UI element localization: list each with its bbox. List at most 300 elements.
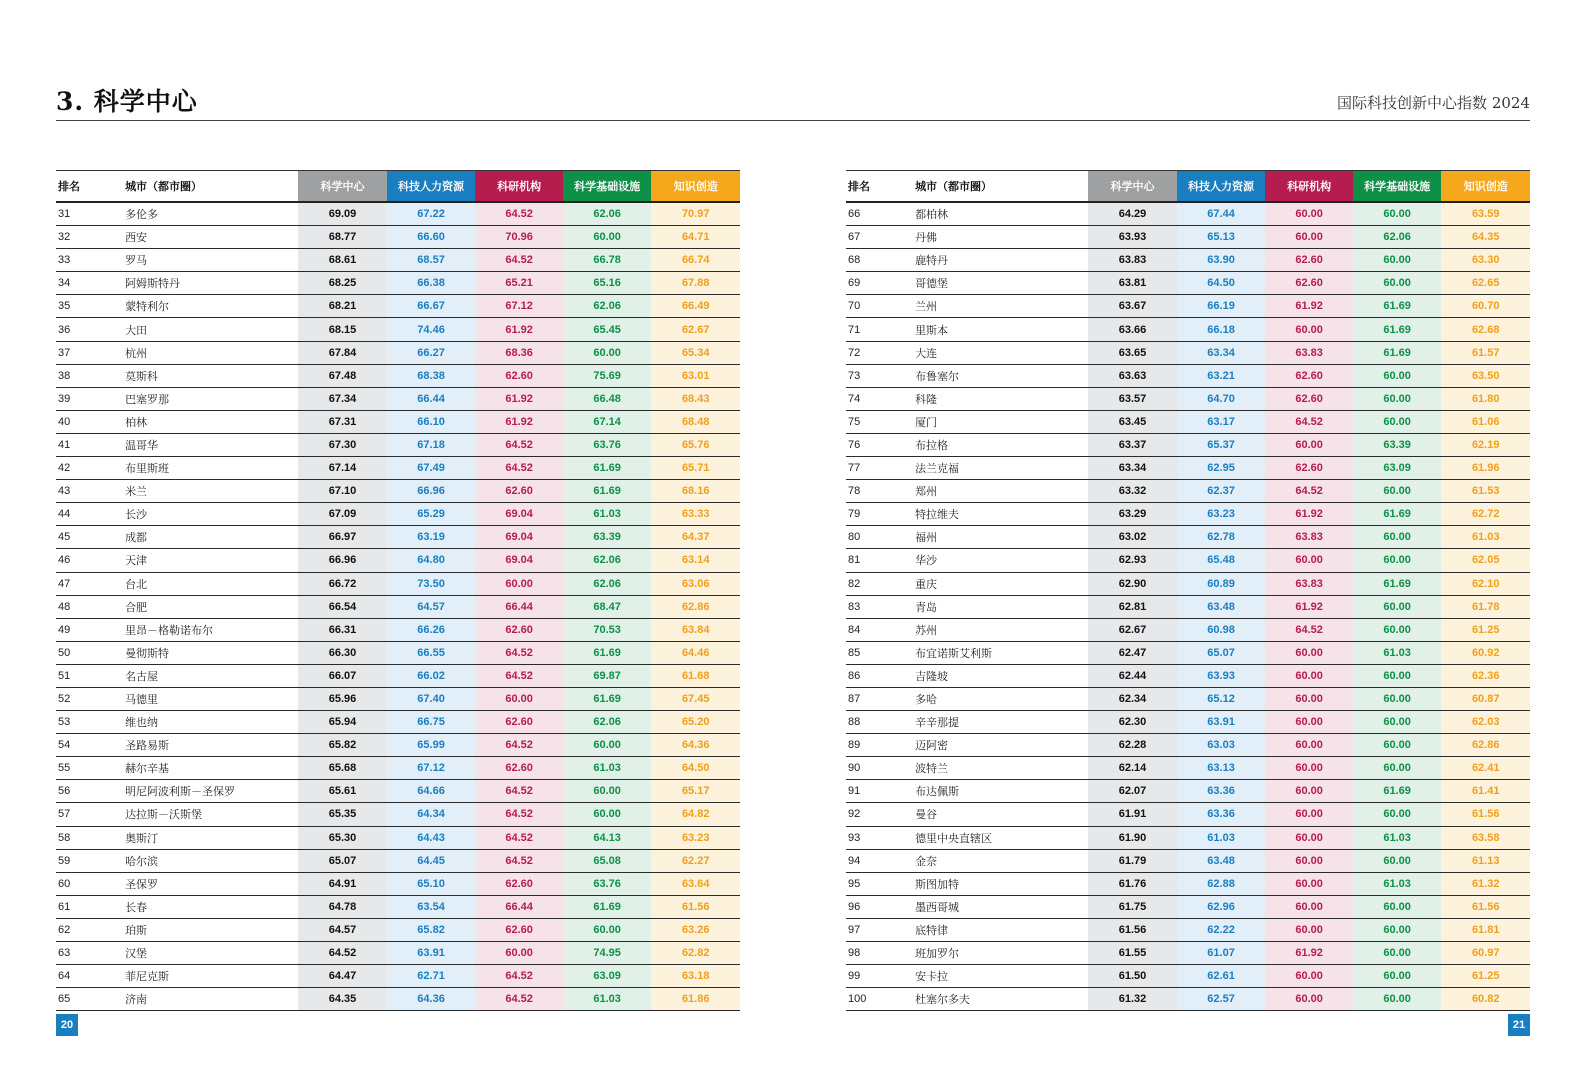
science-center-score: 66.72 <box>298 572 387 595</box>
institutions-score: 62.60 <box>475 918 563 941</box>
rank-cell: 35 <box>56 295 117 318</box>
rank-cell: 94 <box>846 849 907 872</box>
talent-score: 66.75 <box>387 711 476 734</box>
rank-cell: 47 <box>56 572 117 595</box>
institutions-score: 60.00 <box>1265 433 1353 456</box>
infrastructure-score: 65.16 <box>563 272 652 295</box>
rank-cell: 97 <box>846 918 907 941</box>
talent-score: 63.17 <box>1177 410 1266 433</box>
table-row <box>56 318 740 341</box>
infrastructure-score: 60.00 <box>1353 942 1442 965</box>
talent-score: 65.12 <box>1177 687 1266 710</box>
institutions-score: 64.52 <box>475 457 563 480</box>
table-row <box>56 664 740 687</box>
city-cell: 杜塞尔多夫 <box>907 988 1088 1011</box>
institutions-score: 62.60 <box>1265 249 1353 272</box>
table-row <box>846 457 1530 480</box>
science-center-score: 64.91 <box>298 872 387 895</box>
header-science-center: 科学中心 <box>298 171 387 203</box>
infrastructure-score: 61.69 <box>1353 341 1442 364</box>
science-center-score: 62.44 <box>1088 664 1177 687</box>
rank-cell: 78 <box>846 480 907 503</box>
city-cell: 哈尔滨 <box>117 849 298 872</box>
science-center-score: 63.66 <box>1088 318 1177 341</box>
institutions-score: 64.52 <box>1265 618 1353 641</box>
table-row <box>56 803 740 826</box>
science-center-score: 64.57 <box>298 918 387 941</box>
infrastructure-score: 60.00 <box>1353 387 1442 410</box>
science-center-score: 68.21 <box>298 295 387 318</box>
science-center-score: 65.07 <box>298 849 387 872</box>
science-center-score: 63.32 <box>1088 480 1177 503</box>
talent-score: 73.50 <box>387 572 476 595</box>
rank-cell: 74 <box>846 387 907 410</box>
science-center-score: 65.96 <box>298 687 387 710</box>
city-cell: 哥德堡 <box>907 272 1088 295</box>
rank-cell: 72 <box>846 341 907 364</box>
science-center-score: 68.15 <box>298 318 387 341</box>
institutions-score: 60.00 <box>1265 803 1353 826</box>
city-cell: 柏林 <box>117 410 298 433</box>
talent-score: 64.66 <box>387 780 476 803</box>
table-row <box>56 918 740 941</box>
table-row <box>846 387 1530 410</box>
infrastructure-score: 61.03 <box>563 988 652 1011</box>
talent-score: 66.26 <box>387 618 476 641</box>
institutions-score: 60.00 <box>1265 780 1353 803</box>
table-row <box>846 687 1530 710</box>
city-cell: 蒙特利尔 <box>117 295 298 318</box>
talent-score: 66.18 <box>1177 318 1266 341</box>
table-row <box>56 526 740 549</box>
talent-score: 64.57 <box>387 595 476 618</box>
rank-cell: 67 <box>846 226 907 249</box>
city-cell: 特拉维夫 <box>907 503 1088 526</box>
table-row <box>846 249 1530 272</box>
science-center-score: 63.34 <box>1088 457 1177 480</box>
city-cell: 米兰 <box>117 480 298 503</box>
table-row <box>56 780 740 803</box>
talent-score: 65.37 <box>1177 433 1266 456</box>
infrastructure-score: 61.69 <box>563 457 652 480</box>
city-cell: 布鲁塞尔 <box>907 364 1088 387</box>
knowledge-score: 62.03 <box>1441 711 1530 734</box>
infrastructure-score: 60.00 <box>1353 988 1442 1011</box>
science-center-score: 64.52 <box>298 942 387 965</box>
talent-score: 66.96 <box>387 480 476 503</box>
rank-cell: 66 <box>846 202 907 226</box>
knowledge-score: 61.32 <box>1441 872 1530 895</box>
knowledge-score: 61.41 <box>1441 780 1530 803</box>
knowledge-score: 62.19 <box>1441 433 1530 456</box>
institutions-score: 60.00 <box>475 942 563 965</box>
institutions-score: 61.92 <box>475 318 563 341</box>
table-row <box>56 433 740 456</box>
institutions-score: 60.00 <box>1265 549 1353 572</box>
talent-score: 62.95 <box>1177 457 1266 480</box>
city-cell: 丹佛 <box>907 226 1088 249</box>
city-cell: 里斯本 <box>907 318 1088 341</box>
knowledge-score: 67.45 <box>651 687 740 710</box>
institutions-score: 69.04 <box>475 526 563 549</box>
infrastructure-score: 60.00 <box>563 780 652 803</box>
science-center-score: 62.14 <box>1088 757 1177 780</box>
infrastructure-score: 67.14 <box>563 410 652 433</box>
table-row <box>846 503 1530 526</box>
table-row <box>846 826 1530 849</box>
city-cell: 辛辛那提 <box>907 711 1088 734</box>
rank-cell: 55 <box>56 757 117 780</box>
science-center-score: 63.02 <box>1088 526 1177 549</box>
talent-score: 65.82 <box>387 918 476 941</box>
knowledge-score: 63.18 <box>651 965 740 988</box>
infrastructure-score: 69.87 <box>563 664 652 687</box>
institutions-score: 64.52 <box>475 734 563 757</box>
table-row <box>56 295 740 318</box>
rank-cell: 80 <box>846 526 907 549</box>
institutions-score: 64.52 <box>475 249 563 272</box>
city-cell: 迈阿密 <box>907 734 1088 757</box>
science-center-score: 61.76 <box>1088 872 1177 895</box>
rank-cell: 95 <box>846 872 907 895</box>
table-row <box>56 341 740 364</box>
city-cell: 波特兰 <box>907 757 1088 780</box>
city-cell: 多哈 <box>907 687 1088 710</box>
institutions-score: 62.60 <box>1265 457 1353 480</box>
rank-cell: 37 <box>56 341 117 364</box>
rank-cell: 51 <box>56 664 117 687</box>
table-row <box>56 965 740 988</box>
institutions-score: 60.00 <box>1265 872 1353 895</box>
infrastructure-score: 60.00 <box>1353 526 1442 549</box>
talent-score: 63.93 <box>1177 664 1266 687</box>
table-row <box>56 849 740 872</box>
city-cell: 墨西哥城 <box>907 895 1088 918</box>
institutions-score: 60.00 <box>1265 226 1353 249</box>
rank-cell: 70 <box>846 295 907 318</box>
report-title: 国际科技创新中心指数 2024 <box>1337 94 1530 112</box>
knowledge-score: 61.06 <box>1441 410 1530 433</box>
infrastructure-score: 61.69 <box>563 641 652 664</box>
institutions-score: 61.92 <box>1265 295 1353 318</box>
city-cell: 青岛 <box>907 595 1088 618</box>
rank-cell: 57 <box>56 803 117 826</box>
talent-score: 67.18 <box>387 433 476 456</box>
knowledge-score: 64.36 <box>651 734 740 757</box>
science-center-score: 64.78 <box>298 895 387 918</box>
talent-score: 64.70 <box>1177 387 1266 410</box>
rank-cell: 64 <box>56 965 117 988</box>
science-center-score: 62.30 <box>1088 711 1177 734</box>
city-cell: 达拉斯－沃斯堡 <box>117 803 298 826</box>
talent-score: 65.07 <box>1177 641 1266 664</box>
infrastructure-score: 65.45 <box>563 318 652 341</box>
infrastructure-score: 60.00 <box>1353 895 1442 918</box>
table-row <box>846 226 1530 249</box>
science-center-score: 63.67 <box>1088 295 1177 318</box>
table-body-right <box>846 202 1530 1011</box>
infrastructure-score: 60.00 <box>1353 364 1442 387</box>
city-cell: 汉堡 <box>117 942 298 965</box>
page-number-right: 21 <box>1508 1014 1530 1036</box>
knowledge-score: 62.41 <box>1441 757 1530 780</box>
table-row <box>846 734 1530 757</box>
institutions-score: 60.00 <box>1265 988 1353 1011</box>
rank-cell: 40 <box>56 410 117 433</box>
knowledge-score: 61.81 <box>1441 918 1530 941</box>
table-row <box>56 249 740 272</box>
table-row <box>56 734 740 757</box>
table-row <box>846 965 1530 988</box>
rank-cell: 36 <box>56 318 117 341</box>
rank-cell: 34 <box>56 272 117 295</box>
institutions-score: 60.00 <box>1265 711 1353 734</box>
rank-cell: 45 <box>56 526 117 549</box>
table-row <box>846 549 1530 572</box>
table-row <box>56 457 740 480</box>
institutions-score: 61.92 <box>1265 942 1353 965</box>
infrastructure-score: 66.78 <box>563 249 652 272</box>
header-institutions: 科研机构 <box>475 171 563 203</box>
city-cell: 苏州 <box>907 618 1088 641</box>
talent-score: 67.49 <box>387 457 476 480</box>
science-center-score: 63.63 <box>1088 364 1177 387</box>
city-cell: 斯图加特 <box>907 872 1088 895</box>
knowledge-score: 64.50 <box>651 757 740 780</box>
science-center-score: 62.47 <box>1088 641 1177 664</box>
rank-cell: 48 <box>56 595 117 618</box>
table-row <box>846 341 1530 364</box>
infrastructure-score: 61.69 <box>563 687 652 710</box>
talent-score: 67.22 <box>387 202 476 226</box>
header-rank: 排名 <box>56 171 117 203</box>
rank-cell: 68 <box>846 249 907 272</box>
institutions-score: 64.52 <box>1265 480 1353 503</box>
rank-cell: 44 <box>56 503 117 526</box>
talent-score: 62.61 <box>1177 965 1266 988</box>
city-cell: 重庆 <box>907 572 1088 595</box>
page-number-left: 20 <box>56 1014 78 1036</box>
infrastructure-score: 60.00 <box>1353 849 1442 872</box>
knowledge-score: 62.68 <box>1441 318 1530 341</box>
infrastructure-score: 60.00 <box>1353 595 1442 618</box>
institutions-score: 64.52 <box>475 641 563 664</box>
city-cell: 莫斯科 <box>117 364 298 387</box>
table-row <box>846 780 1530 803</box>
infrastructure-score: 63.39 <box>1353 433 1442 456</box>
table-row <box>56 480 740 503</box>
talent-score: 61.07 <box>1177 942 1266 965</box>
infrastructure-score: 66.48 <box>563 387 652 410</box>
infrastructure-score: 60.00 <box>563 226 652 249</box>
city-cell: 大田 <box>117 318 298 341</box>
talent-score: 62.57 <box>1177 988 1266 1011</box>
infrastructure-score: 62.06 <box>1353 226 1442 249</box>
knowledge-score: 63.58 <box>1441 826 1530 849</box>
city-cell: 温哥华 <box>117 433 298 456</box>
infrastructure-score: 62.06 <box>563 295 652 318</box>
science-center-score: 62.07 <box>1088 780 1177 803</box>
institutions-score: 68.36 <box>475 341 563 364</box>
infrastructure-score: 60.00 <box>563 918 652 941</box>
talent-score: 66.55 <box>387 641 476 664</box>
infrastructure-score: 65.08 <box>563 849 652 872</box>
city-cell: 福州 <box>907 526 1088 549</box>
table-row <box>56 226 740 249</box>
knowledge-score: 60.92 <box>1441 641 1530 664</box>
table-body-left <box>56 202 740 1011</box>
infrastructure-score: 60.00 <box>1353 480 1442 503</box>
science-center-score: 67.09 <box>298 503 387 526</box>
table-row <box>846 872 1530 895</box>
rank-cell: 75 <box>846 410 907 433</box>
knowledge-score: 68.43 <box>651 387 740 410</box>
infrastructure-score: 62.06 <box>563 572 652 595</box>
institutions-score: 66.44 <box>475 595 563 618</box>
table-row <box>846 433 1530 456</box>
table-header-row <box>56 171 740 203</box>
institutions-score: 69.04 <box>475 549 563 572</box>
talent-score: 65.13 <box>1177 226 1266 249</box>
infrastructure-score: 60.00 <box>1353 549 1442 572</box>
city-cell: 兰州 <box>907 295 1088 318</box>
institutions-score: 60.00 <box>1265 918 1353 941</box>
city-cell: 合肥 <box>117 595 298 618</box>
institutions-score: 64.52 <box>475 988 563 1011</box>
rank-cell: 41 <box>56 433 117 456</box>
knowledge-score: 66.74 <box>651 249 740 272</box>
rank-cell: 93 <box>846 826 907 849</box>
infrastructure-score: 62.06 <box>563 711 652 734</box>
table-row <box>56 711 740 734</box>
infrastructure-score: 62.06 <box>563 202 652 226</box>
table-row <box>846 942 1530 965</box>
talent-score: 67.12 <box>387 757 476 780</box>
talent-score: 66.44 <box>387 387 476 410</box>
institutions-score: 64.52 <box>1265 410 1353 433</box>
institutions-score: 61.92 <box>1265 503 1353 526</box>
science-center-score: 61.32 <box>1088 988 1177 1011</box>
knowledge-score: 61.25 <box>1441 618 1530 641</box>
talent-score: 62.96 <box>1177 895 1266 918</box>
talent-score: 63.91 <box>387 942 476 965</box>
rank-cell: 31 <box>56 202 117 226</box>
infrastructure-score: 61.03 <box>1353 872 1442 895</box>
table-row <box>846 757 1530 780</box>
talent-score: 63.23 <box>1177 503 1266 526</box>
talent-score: 68.38 <box>387 364 476 387</box>
science-center-score: 61.90 <box>1088 826 1177 849</box>
talent-score: 63.19 <box>387 526 476 549</box>
knowledge-score: 63.23 <box>651 826 740 849</box>
header-knowledge: 知识创造 <box>651 171 740 203</box>
table-row <box>56 503 740 526</box>
table-row <box>846 410 1530 433</box>
infrastructure-score: 60.00 <box>1353 272 1442 295</box>
table-row <box>846 595 1530 618</box>
knowledge-score: 62.86 <box>1441 734 1530 757</box>
talent-score: 63.36 <box>1177 780 1266 803</box>
science-center-score: 62.90 <box>1088 572 1177 595</box>
rank-cell: 91 <box>846 780 907 803</box>
infrastructure-score: 60.00 <box>1353 687 1442 710</box>
table-row <box>846 849 1530 872</box>
rank-cell: 63 <box>56 942 117 965</box>
talent-score: 62.88 <box>1177 872 1266 895</box>
city-cell: 菲尼克斯 <box>117 965 298 988</box>
rank-cell: 77 <box>846 457 907 480</box>
talent-score: 63.54 <box>387 895 476 918</box>
institutions-score: 67.12 <box>475 295 563 318</box>
knowledge-score: 63.64 <box>651 872 740 895</box>
infrastructure-score: 61.69 <box>1353 295 1442 318</box>
institutions-score: 60.00 <box>475 572 563 595</box>
knowledge-score: 62.05 <box>1441 549 1530 572</box>
infrastructure-score: 61.03 <box>1353 641 1442 664</box>
knowledge-score: 62.86 <box>651 595 740 618</box>
institutions-score: 64.52 <box>475 849 563 872</box>
science-center-score: 65.94 <box>298 711 387 734</box>
infrastructure-score: 63.76 <box>563 872 652 895</box>
talent-score: 64.80 <box>387 549 476 572</box>
science-center-score: 67.48 <box>298 364 387 387</box>
rank-cell: 85 <box>846 641 907 664</box>
table-row <box>56 988 740 1011</box>
institutions-score: 69.04 <box>475 503 563 526</box>
infrastructure-score: 74.95 <box>563 942 652 965</box>
knowledge-score: 61.86 <box>651 988 740 1011</box>
rank-cell: 90 <box>846 757 907 780</box>
table-row <box>56 202 740 226</box>
knowledge-score: 62.82 <box>651 942 740 965</box>
city-cell: 曼彻斯特 <box>117 641 298 664</box>
infrastructure-score: 61.69 <box>1353 780 1442 803</box>
rank-cell: 61 <box>56 895 117 918</box>
city-cell: 珀斯 <box>117 918 298 941</box>
science-center-score: 67.34 <box>298 387 387 410</box>
institutions-score: 62.60 <box>1265 272 1353 295</box>
knowledge-score: 67.88 <box>651 272 740 295</box>
header-talent: 科技人力资源 <box>1177 171 1266 203</box>
institutions-score: 70.96 <box>475 226 563 249</box>
knowledge-score: 60.87 <box>1441 687 1530 710</box>
science-center-score: 65.68 <box>298 757 387 780</box>
city-cell: 维也纳 <box>117 711 298 734</box>
city-cell: 多伦多 <box>117 202 298 226</box>
science-center-score: 66.96 <box>298 549 387 572</box>
infrastructure-score: 63.76 <box>563 433 652 456</box>
knowledge-score: 61.25 <box>1441 965 1530 988</box>
knowledge-score: 65.76 <box>651 433 740 456</box>
table-row <box>56 942 740 965</box>
city-cell: 杭州 <box>117 341 298 364</box>
table-row <box>56 595 740 618</box>
knowledge-score: 63.30 <box>1441 249 1530 272</box>
header-knowledge: 知识创造 <box>1441 171 1530 203</box>
rank-cell: 42 <box>56 457 117 480</box>
rank-cell: 65 <box>56 988 117 1011</box>
infrastructure-score: 60.00 <box>1353 202 1442 226</box>
city-cell: 马德里 <box>117 687 298 710</box>
science-center-score: 69.09 <box>298 202 387 226</box>
science-center-score: 65.35 <box>298 803 387 826</box>
talent-score: 64.43 <box>387 826 476 849</box>
institutions-score: 60.00 <box>1265 202 1353 226</box>
knowledge-score: 61.56 <box>1441 803 1530 826</box>
science-center-score: 62.67 <box>1088 618 1177 641</box>
knowledge-score: 70.97 <box>651 202 740 226</box>
knowledge-score: 64.37 <box>651 526 740 549</box>
